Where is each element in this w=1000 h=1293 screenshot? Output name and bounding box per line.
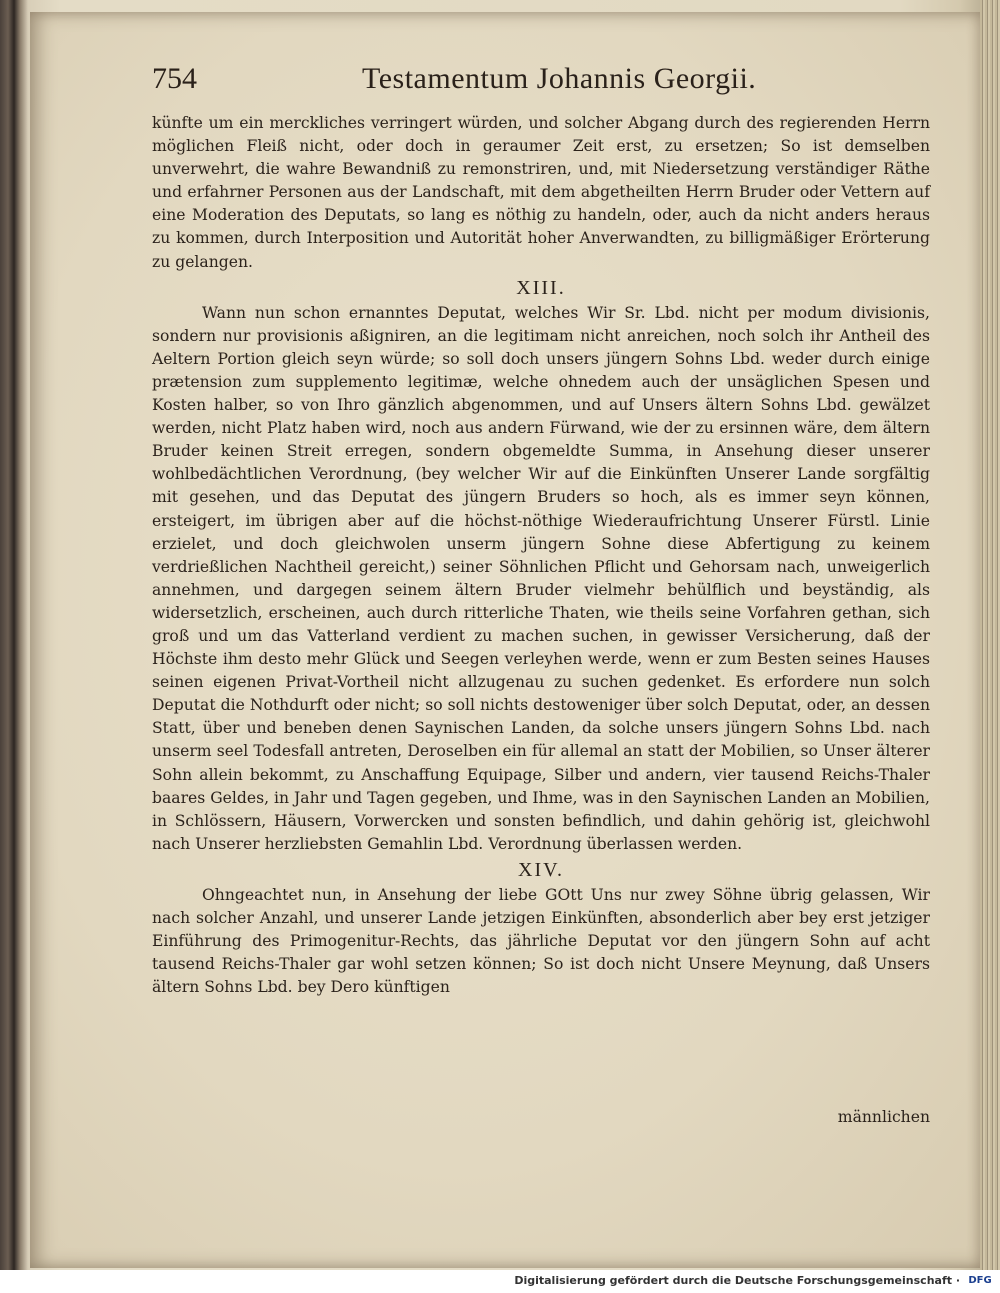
funding-credit: Digitalisierung gefördert durch die Deutsche Forschungsgemeinschaft · — [514, 1274, 960, 1287]
dfg-logo-icon: DFG — [968, 1275, 992, 1286]
section-number-xiii: XIII. — [516, 276, 566, 299]
paragraph-section-xiii: Wann nun schon ernanntes Deputat, welches Wir Sr. Lbd. nicht per modum divisionis, sondern nur provisionis aßigniren, an die legitimam nicht anreichen, noch solch ihr Antheil des Aeltern Portion gleich seyn würde; so soll doch unsers jüngern Sohns Lbd. weder durch einige prætension zum supplemento legitimæ, welche ohnedem auch der unsäglichen Spesen und Kosten halber, so von Ihro gänzlich abgenommen, und auf Unsers ältern Sohns Lbd. gewälzet werden, nicht Platz haben wird, noch aus andern Fürwand, wie der zu ersinnen wäre, dem ältern Bruder keinen Streit erregen, sondern obgemeldte Summa, in Ansehung dieser unserer wohlbedächtlichen Verordnung, (bey welcher Wir auf die Einkünften Unserer Lande sorgfältig mit gesehen, und das Deputat des jüngern Bruders so hoch, als es immer seyn können, ersteigert, im übrigen aber auf die höchst-nöthige Wiederaufrichtung Unserer Fürstl. Linie erzielet, und doch gleichwolen unserm jüngern Sohne diese Abfertigung zu keinem verdrießlichen Nachtheil gereicht,) seiner Söhnlichen Pflicht und Gehorsam nach, unweigerlich annehmen, und dargegen seinem ältern Bruder vielmehr behülflich und beyständig, als widersetzlich, erscheinen, auch durch ritterliche Thaten, wie theils seine Vorfahren gethan, sich groß und um das Vatterland verdient zu machen suchen, in gewisser Versicherung, daß der Höchste ihm desto mehr Glück und Seegen verleyhen werde, wenn er zum Besten seines Hauses seinen eigenen Privat-Vortheil nicht allzugenau zu suchen gedenket. Es erfordere nun solch Deputat die Nothdurft oder nicht; so soll nichts destoweniger über solch Deputat, oder, an dessen Statt, über und beneben denen Saynischen Landen, da solche unsers jüngern Sohns Lbd. nach unserm seel Todesfall antreten, Deroselben ein für allemal an statt der Mobilien, so Unser älterer Sohn allein bekommt, zu Anschaffung Equipage, Silber und andern, vier tausend Reichs-Thaler baares Geldes, in Jahr und Tagen gegeben, und Ihme, was in den Saynischen Landen an Mobilien, in Schlössern, Häusern, Vorwercken und sonsten befindlich, und dahin gehörig ist, gleichwohl nach Unserer herzliebsten Gemahlin Lbd. Verordnung überlassen werden. — [152, 303, 930, 853]
footer-bar — [0, 1270, 1000, 1293]
running-title: Testamentum Johannis Georgii. — [362, 62, 757, 95]
body-text — [152, 112, 930, 999]
paragraph-section-xiv: Ohngeachtet nun, in Ansehung der liebe GOtt Uns nur zwey Söhne übrig gelassen, Wir nach solcher Anzahl, und unserer Lande jetzigen Einkünften, absonderlich aber bey erst jetziger Einführung des Primogenitur-Rechts, das jährliche Deputat vor den jüngern Sohn auf acht tausend Reichs-Thaler gar wohl setzen können; So ist doch nicht Unsere Meynung, daß Unsers ältern Sohns Lbd. bey Dero künftigen — [152, 885, 930, 997]
page-header — [152, 62, 932, 106]
section-number-xiv: XIV. — [518, 858, 564, 881]
page-number: 754 — [152, 62, 197, 95]
catchword: männlichen — [837, 1108, 930, 1126]
paragraph-continuation: künfte um ein merckliches verringert würden, und solcher Abgang durch des regierenden Herrn möglichen Fleiß nicht, oder doch in geraumer Zeit erst, zu ersetzen; So ist demselben unverwehrt, die wahre Bewandniß zu remonstriren, und, mit Niedersetzung verständiger Räthe und erfahrner Personen aus der Landschaft, mit dem abgetheilten Herrn Bruder oder Vettern auf eine Moderation des Deputats, so lang es nöthig zu handeln, oder, auch da nicht anders heraus zu kommen, durch Interposition und Autorität hoher Anverwandten, zu billigmäßiger Erörterung zu gelangen. — [152, 114, 930, 271]
page-edges — [980, 0, 1000, 1270]
